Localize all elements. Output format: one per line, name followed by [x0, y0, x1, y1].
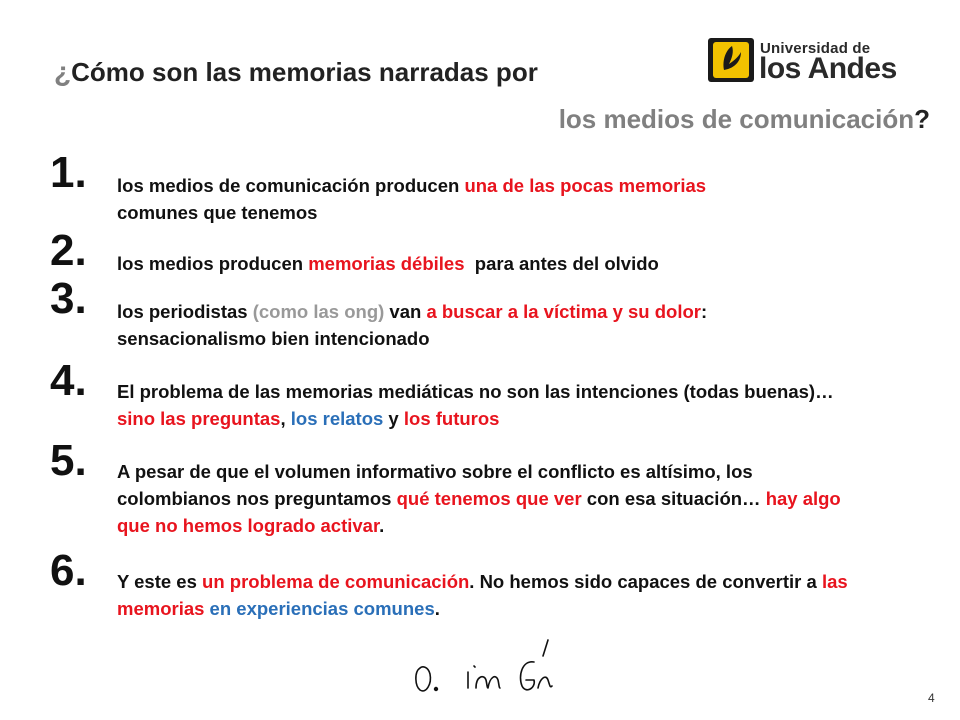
title-line2-text: los medios de comunicación	[558, 104, 915, 134]
text-span: sensacionalismo bien intencionado	[117, 328, 430, 349]
text-span: ,	[280, 408, 291, 429]
highlight-span: memorias débiles	[308, 253, 465, 274]
highlight-span: una de las pocas memorias	[464, 175, 707, 196]
item-number: 3.	[50, 274, 87, 323]
title-open-question-mark: ¿	[54, 56, 72, 87]
item-text	[117, 298, 857, 352]
text-span: A pesar de que el volumen informativo sobre el conflicto es altísimo, los colombianos nos preguntamos	[117, 461, 753, 509]
handwritten-signature	[410, 636, 580, 700]
blue-highlight-span: en experiencias comunes	[209, 598, 435, 619]
highlight-span: a buscar a la víctima y su dolor	[426, 301, 701, 322]
highlight-span: las memorias	[117, 571, 848, 619]
university-logo	[708, 38, 908, 85]
text-span: :	[700, 301, 708, 322]
highlight-span: los futuros	[403, 408, 500, 429]
text-span: comunes que tenemos	[117, 202, 318, 223]
item-text	[117, 172, 857, 226]
highlight-span: sino las preguntas	[117, 408, 281, 429]
parenthetical-span: (como las ong)	[252, 301, 385, 322]
highlight-span: un problema de comunicación	[202, 571, 470, 592]
item-text	[117, 378, 857, 432]
item-number: 5.	[50, 436, 87, 485]
text-span: y	[383, 408, 404, 429]
text-span: con esa situación…	[581, 488, 766, 509]
logo-line2: los Andes	[759, 52, 897, 85]
logo-line1: Universidad de	[760, 40, 871, 57]
highlight-span: qué tenemos que ver	[396, 488, 582, 509]
text-span: El problema de las memorias mediáticas no son las intenciones (todas buenas)…	[117, 381, 834, 402]
text-span: los periodistas	[117, 301, 253, 322]
text-span: Y este es	[117, 571, 203, 592]
text-span: los medios producen	[117, 253, 309, 274]
item-number: 2.	[50, 226, 87, 275]
university-crest-icon	[708, 38, 754, 82]
title-close-question-mark: ?	[914, 104, 930, 134]
text-span: .	[434, 598, 440, 619]
text-span: van	[384, 301, 427, 322]
item-number: 1.	[50, 148, 87, 197]
slide-title-line1	[54, 56, 538, 88]
text-span: para antes del olvido	[474, 253, 659, 274]
item-text	[117, 458, 857, 539]
title-line1-text: Cómo son las memorias narradas por	[71, 57, 538, 87]
highlight-span: hay algo que no hemos logrado activar	[117, 488, 841, 536]
item-text	[117, 568, 857, 622]
item-number: 4.	[50, 356, 87, 405]
text-span: .	[379, 515, 385, 536]
page-number: 4	[928, 691, 935, 705]
item-number: 6.	[50, 546, 87, 595]
text-span: . No hemos sido capaces de convertir a	[469, 571, 822, 592]
blue-highlight-span: los relatos	[290, 408, 384, 429]
item-text	[117, 250, 857, 277]
text-span: los medios de comunicación producen	[117, 175, 465, 196]
slide-title-line2	[559, 104, 930, 135]
